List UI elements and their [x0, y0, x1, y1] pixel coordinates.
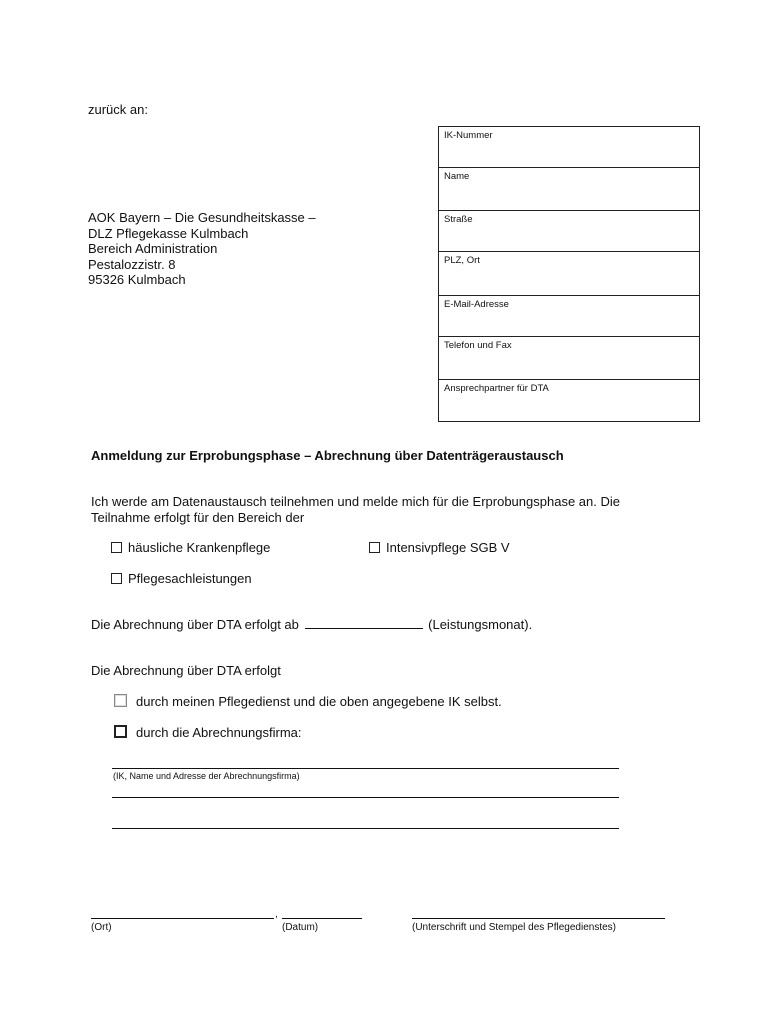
firm-caption: (IK, Name und Adresse der Abrechnungsfirma) [113, 771, 300, 781]
recipient-address [88, 210, 316, 288]
separator-comma: , [275, 909, 278, 920]
option-label: durch die Abrechnungsfirma: [136, 725, 302, 740]
dta-start-prefix: Die Abrechnung über DTA erfolgt ab [91, 617, 299, 632]
checkbox-icon[interactable] [111, 573, 122, 584]
form-heading: Anmeldung zur Erprobungsphase – Abrechnung über Datenträgeraustausch [91, 448, 564, 463]
option-self-billing[interactable] [114, 694, 502, 709]
place-line[interactable] [91, 918, 274, 919]
address-line: Pestalozzistr. 8 [88, 256, 176, 272]
dta-start-suffix: (Leistungsmonat). [428, 617, 533, 632]
street-field[interactable] [439, 211, 699, 252]
option-billing-company[interactable] [114, 725, 301, 740]
dta-contact-field[interactable] [439, 380, 699, 421]
firm-line[interactable] [112, 797, 619, 798]
dta-start-line [91, 617, 532, 632]
option-label: durch meinen Pflegedienst und die oben angegebene IK selbst. [136, 694, 502, 709]
option-care-services[interactable] [111, 571, 252, 586]
intro-line: Ich werde am Datenaustausch teilnehmen und melde mich für die Erprobungsphase an. Die [91, 494, 620, 509]
name-field[interactable] [439, 168, 699, 211]
checkbox-icon[interactable] [111, 542, 122, 553]
option-home-care[interactable] [111, 540, 270, 555]
checkbox-icon[interactable] [114, 694, 127, 707]
address-line: DLZ Pflegekasse Kulmbach [88, 225, 249, 241]
month-blank[interactable] [305, 617, 423, 629]
option-label: häusliche Krankenpflege [128, 540, 271, 555]
checkbox-icon[interactable] [114, 725, 127, 738]
phone-fax-field[interactable] [439, 337, 699, 380]
checkbox-icon[interactable] [369, 542, 380, 553]
dta-by-label: Die Abrechnung über DTA erfolgt [91, 663, 281, 678]
option-label: Pflegesachleistungen [128, 571, 252, 586]
zip-city-field[interactable] [439, 252, 699, 296]
field-label: IK-Nummer [444, 130, 493, 141]
option-label: Intensivpflege SGB V [386, 540, 510, 555]
field-label: E-Mail-Adresse [444, 299, 509, 310]
field-label: Telefon und Fax [444, 340, 512, 351]
field-label: Straße [444, 214, 473, 225]
option-intensive-care[interactable] [369, 540, 510, 555]
ik-number-field[interactable] [439, 127, 699, 168]
field-label: Name [444, 171, 470, 182]
signature-line[interactable] [412, 918, 665, 919]
signature-caption: (Unterschrift und Stempel des Pflegedienstes) [412, 922, 616, 933]
email-field[interactable] [439, 296, 699, 337]
intro-line: Teilnahme erfolgt für den Bereich der [91, 510, 305, 525]
field-label: PLZ, Ort [444, 255, 480, 266]
date-caption: (Datum) [282, 922, 319, 933]
field-label: Ansprechpartner für DTA [444, 383, 549, 394]
address-line: AOK Bayern – Die Gesundheitskasse – [88, 210, 316, 225]
return-to-label: zurück an: [88, 102, 148, 117]
date-line[interactable] [282, 918, 362, 919]
address-line: Bereich Administration [88, 241, 218, 256]
firm-line[interactable] [112, 768, 619, 769]
sender-info-box [438, 126, 700, 422]
firm-line[interactable] [112, 828, 619, 829]
place-caption: (Ort) [91, 922, 112, 933]
address-line: 95326 Kulmbach [88, 272, 186, 287]
